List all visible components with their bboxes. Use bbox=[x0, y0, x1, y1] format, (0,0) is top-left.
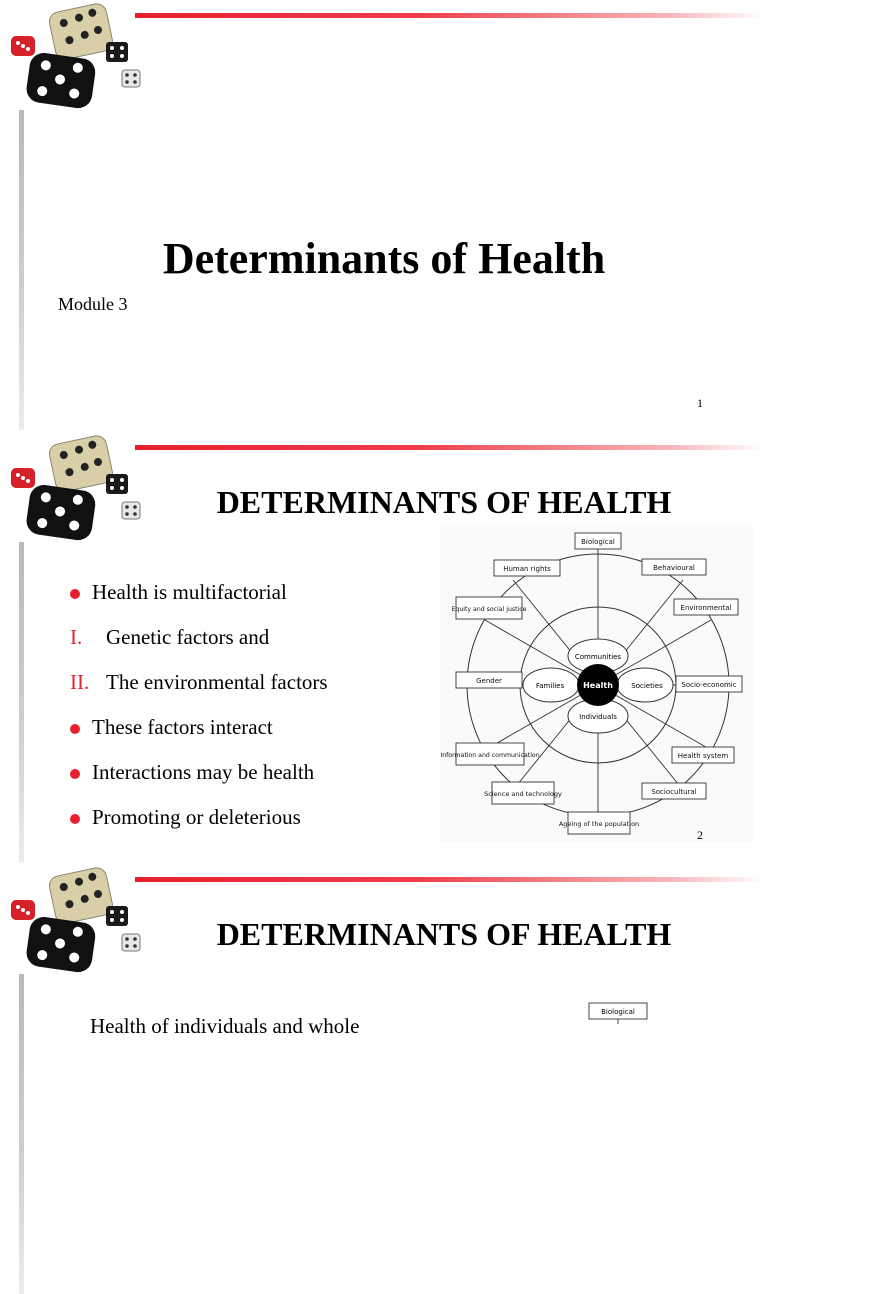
diagram-outer-label: Environmental bbox=[680, 604, 732, 612]
side-rule bbox=[19, 974, 24, 1294]
slide-title: Determinants of Health bbox=[162, 234, 606, 283]
diagram-outer-label: Information and communication bbox=[440, 752, 540, 759]
bullet-icon bbox=[70, 724, 80, 734]
list-item: Health is multifactorial bbox=[70, 580, 328, 625]
diagram-inner-label: Communities bbox=[574, 653, 622, 661]
list-item: Promoting or deleterious bbox=[70, 805, 328, 850]
diagram-inner-label: Families bbox=[535, 682, 565, 690]
diagram-outer-label: Health system bbox=[677, 752, 729, 760]
page-number: 2 bbox=[697, 828, 703, 842]
list-item: II. The environmental factors bbox=[70, 670, 328, 694]
list-item: Interactions may be health bbox=[70, 760, 328, 805]
slide-title: DETERMINANTS OF HEALTH bbox=[216, 916, 672, 952]
diagram-outer-label: Gender bbox=[476, 677, 502, 685]
slide-1 bbox=[0, 0, 768, 430]
list-marker: II. bbox=[70, 670, 90, 694]
list-marker: I. bbox=[70, 625, 83, 649]
side-rule bbox=[19, 542, 24, 862]
diagram-inner-label: Societies bbox=[631, 682, 663, 690]
diagram-outer-label: Behavioural bbox=[653, 564, 695, 572]
diagram-outer-label: Biological bbox=[581, 538, 615, 546]
bullet-list bbox=[70, 580, 328, 850]
header-rule bbox=[135, 877, 765, 882]
slide-title: DETERMINANTS OF HEALTH bbox=[216, 484, 672, 520]
diagram-outer-label: Equity and social justice bbox=[451, 606, 527, 613]
diagram-fragment bbox=[588, 1002, 650, 1024]
list-item: These factors interact bbox=[70, 715, 328, 760]
bullet-icon bbox=[70, 814, 80, 824]
diagram-outer-label: Biological bbox=[601, 1008, 635, 1016]
diagram-inner-label: Individuals bbox=[579, 713, 617, 721]
slide-2 bbox=[0, 432, 768, 862]
page-number: 1 bbox=[697, 396, 703, 410]
bullet-icon bbox=[70, 769, 80, 779]
diagram-outer-label: Ageing of the population bbox=[558, 820, 640, 828]
bullet-icon bbox=[70, 589, 80, 599]
list-item: I. Genetic factors and bbox=[70, 625, 270, 649]
diagram-outer-label: Human rights bbox=[503, 565, 551, 573]
header-rule bbox=[135, 445, 765, 450]
diagram-center-label: Health bbox=[583, 681, 613, 690]
diagram-outer-label: Science and technology bbox=[484, 790, 562, 798]
body-text: Health of individuals and whole bbox=[90, 1014, 360, 1038]
determinants-diagram bbox=[440, 527, 755, 842]
diagram-outer-label: Socio-economic bbox=[681, 681, 737, 689]
dice-logo-icon bbox=[4, 2, 144, 112]
slide-3 bbox=[0, 864, 768, 1038]
diagram-outer-label: Sociocultural bbox=[651, 788, 697, 796]
header-rule bbox=[135, 13, 765, 18]
slide-subtitle: Module 3 bbox=[58, 294, 128, 314]
